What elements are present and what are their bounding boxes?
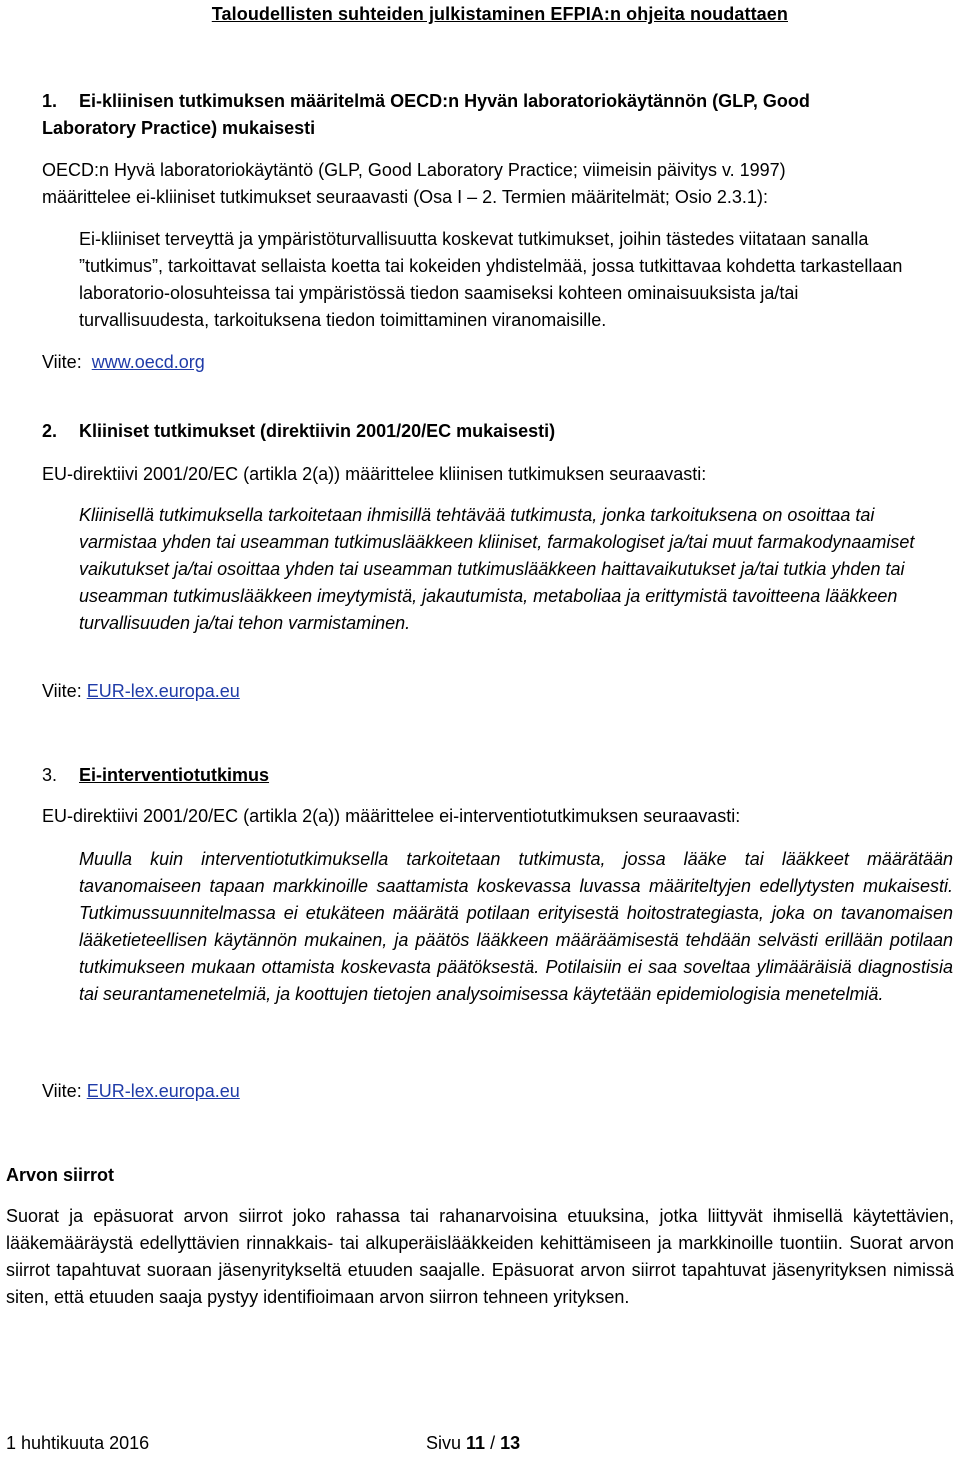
footer-page-current: 11 — [466, 1433, 486, 1453]
section3-reference — [42, 1078, 240, 1105]
value-transfers-body: Suorat ja epäsuorat arvon siirrot joko rahassa tai rahanarvoisina etuuksina, jotka liittyvät ihmisellä käytettävien, lääkemääräystä edellyttävien rinnakkais- tai alkuperäislääkkeiden kehittämiseen ja markkinoille tuontiin. Suorat arvon siirrot tapahtuvat suoraan jäsenyritykseltä etuuden saajalle. Epäsuorat arvon siirrot tapahtuvat jäsenyrityksen nimissä siten, että etuuden saaja pystyy identifioimaan arvon siirron tehneen yrityksen. — [6, 1206, 954, 1307]
section3-title: Ei-interventiotutkimus — [79, 765, 270, 785]
footer-page-label: Sivu — [426, 1433, 462, 1453]
section3-ref-label: Viite: — [42, 1081, 82, 1101]
footer-page-number — [426, 1433, 520, 1454]
section2-heading — [42, 418, 555, 445]
section2-reference — [42, 678, 240, 705]
eur-lex-link-2[interactable]: EUR-lex.europa.eu — [86, 1081, 240, 1101]
value-transfers-title: Arvon siirrot — [6, 1165, 115, 1185]
section2-intro: EU-direktiivi 2001/20/EC (artikla 2(a)) määrittelee kliinisen tutkimuksen seuraavasti: — [42, 464, 707, 484]
section3-number: 3. — [42, 765, 58, 785]
section3-heading — [42, 762, 269, 789]
oecd-link[interactable]: www.oecd.org — [91, 352, 205, 372]
section1-intro-line2: määrittelee ei-kliiniset tutkimukset seuraavasti (Osa I – 2. Termien määritelmät; Osio 2.3.1): — [42, 187, 768, 207]
footer-page-total: 13 — [500, 1433, 521, 1453]
footer-page-separator: / — [490, 1433, 496, 1453]
section1-reference — [42, 349, 205, 376]
section2-title: Kliiniset tutkimukset (direktiivin 2001/20/EC mukaisesti) — [79, 421, 556, 441]
header-title: Taloudellisten suhteiden julkistaminen EFPIA:n ohjeita noudattaen — [211, 4, 788, 24]
page-header — [0, 4, 960, 25]
section1-definition: Ei-kliiniset terveyttä ja ympäristöturvallisuutta koskevat tutkimukset, joihin tästedes viitataan sanalla ”tutkimus”, tarkoittavat sellaista koetta tai kokeiden yhdistelmää, jossa tutkittavaa kohdetta tarkastellaan laboratorio-olosuhteissa tai ympäristössä tiedon saamiseksi kohteen ominaisuuksista ja/tai turvallisuudesta, tarkoituksena tiedon toimittaminen viranomaisille. — [79, 229, 903, 330]
section1-title-line1: Ei-kliinisen tutkimuksen määritelmä OECD:n Hyvän laboratoriokäytännön (GLP, Good — [79, 91, 810, 111]
footer-date: 1 huhtikuuta 2016 — [6, 1433, 150, 1453]
section3-intro: EU-direktiivi 2001/20/EC (artikla 2(a)) määrittelee ei-interventiotutkimuksen seuraavasti: — [42, 806, 741, 826]
section3-definition: Muulla kuin interventiotutkimuksella tarkoitetaan tutkimusta, jossa lääke tai lääkkeet määrätään tavanomaiseen tapaan markkinoille saattamista koskevassa luvassa määriteltyjen edellytysten mukaisesti. Tutkimussuunnitelmassa ei etukäteen määrätä potilaan erityisestä hoitostrategiasta, joka on tavanomaisen lääketieteellisen käytännön mukainen, ja päätös lääkkeen määräämisestä tehdään selvästi erillään potilaan tutkimukseen mukaan ottamista koskevasta päätöksestä. Potilaisiin ei saa soveltaa ylimääräisiä diagnostisia tai seurantamenetelmiä, ja koottujen tietojen analysoimisessa käytetään epidemiologisia menetelmiä. — [79, 849, 953, 1004]
eur-lex-link-1[interactable]: EUR-lex.europa.eu — [86, 681, 240, 701]
section2-definition: Kliinisellä tutkimuksella tarkoitetaan ihmisillä tehtävää tutkimusta, jonka tarkoituksena on osoittaa tai varmistaa yhden tai useamman tutkimuslääkkeen kliiniset, farmakologiset ja/tai muut farmakodynaamiset vaikutukset ja/tai osoittaa yhden tai useamman tutkimuslääkkeen haittavaikutukset ja/tai tutkia yhden tai useamman tutkimuslääkkeen imeytymistä, jakautumista, metaboliaa ja erittymistä tavoitteena lääkkeen turvallisuuden ja/tai tehon varmistaminen. — [79, 505, 915, 633]
section1-number: 1. — [42, 91, 58, 111]
section1-heading — [42, 88, 810, 115]
section2-number: 2. — [42, 421, 58, 441]
section1-intro-line1: OECD:n Hyvä laboratoriokäytäntö (GLP, Good Laboratory Practice; viimeisin päivitys v. 1997) — [42, 160, 786, 180]
section1-title-line2: Laboratory Practice) mukaisesti — [42, 118, 316, 138]
section2-ref-label: Viite: — [42, 681, 82, 701]
section1-ref-label: Viite: — [42, 352, 82, 372]
